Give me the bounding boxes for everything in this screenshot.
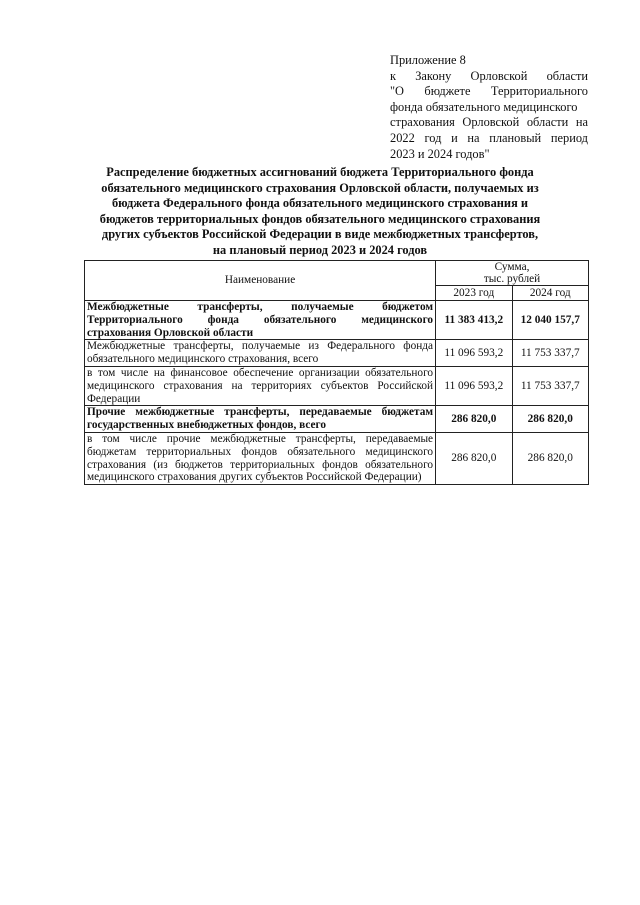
appendix-line-budget — [390, 84, 588, 100]
word: Территориального — [490, 84, 588, 99]
word: на — [467, 130, 480, 145]
header-sum-label: Сумма, — [494, 261, 530, 273]
row-value-2023: 11 096 593,2 — [436, 366, 512, 405]
word: Орловской — [470, 68, 528, 83]
word: области — [526, 115, 569, 130]
header-units: тыс. рублей — [483, 273, 541, 285]
header-year-2023: 2023 год — [436, 286, 512, 301]
word: период — [550, 130, 588, 145]
table-header-row — [85, 261, 589, 286]
title-line: обязательного медицинского страхования Орловской области, получаемых из — [101, 180, 539, 195]
row-name: Межбюджетные трансферты, получаемые бюджетом Территориального фонда обязательного медицинского страхования Орловской области — [85, 301, 436, 340]
row-name: в том числе на финансовое обеспечение организации обязательного медицинского страхования на территориях субъектов Российской Федерации — [85, 366, 436, 405]
word: плановый — [489, 130, 542, 145]
word: области — [546, 68, 588, 83]
title-line: Распределение бюджетных ассигнований бюджета Территориального фонда — [106, 165, 534, 179]
row-value-2024: 286 820,0 — [512, 432, 588, 484]
budget-table — [84, 260, 589, 485]
row-name: Прочие межбюджетные трансферты, передаваемые бюджетам государственных внебюджетных фондов, всего — [85, 406, 436, 433]
header-year-2024: 2024 год — [512, 286, 588, 301]
row-value-2023: 11 383 413,2 — [436, 301, 512, 340]
word: к — [390, 68, 397, 83]
table-row — [85, 366, 589, 405]
row-value-2024: 11 753 337,7 — [512, 340, 588, 367]
row-value-2023: 286 820,0 — [436, 406, 512, 433]
appendix-number: Приложение 8 — [390, 53, 466, 67]
row-value-2024: 286 820,0 — [512, 406, 588, 433]
appendix-line-period — [390, 131, 588, 147]
word: Закону — [415, 68, 452, 83]
row-value-2023: 286 820,0 — [436, 432, 512, 484]
row-value-2024: 12 040 157,7 — [512, 301, 588, 340]
word: "О — [390, 84, 405, 99]
table-row — [85, 340, 589, 367]
document-title — [92, 165, 548, 259]
word: на — [575, 115, 588, 130]
row-value-2024: 11 753 337,7 — [512, 366, 588, 405]
row-name: в том числе прочие межбюджетные трансферты, передаваемые бюджетам территориальных фондов обязательного медицинского страхования (из бюджетов территориальных фондов обязательного медицинского страхования других субъектов Российской Федерации) — [85, 432, 436, 484]
row-value-2023: 11 096 593,2 — [436, 340, 512, 367]
word: страхования — [390, 115, 455, 130]
appendix-line-insurance — [390, 115, 588, 131]
appendix-line-fund: фонда обязательного медицинского — [390, 99, 578, 114]
appendix-line-law — [390, 69, 588, 85]
word: бюджете — [424, 84, 471, 99]
header-sum — [436, 261, 589, 286]
appendix-header — [390, 53, 588, 162]
word: год — [424, 130, 442, 145]
title-line: других субъектов Российской Федерации в виде межбюджетных трансфертов, — [101, 227, 539, 242]
word: Орловской — [462, 115, 520, 130]
title-line: бюджетов территориальных фондов обязательного медицинского страхования — [99, 211, 541, 226]
word: 2022 — [390, 130, 415, 145]
title-line: на плановый период 2023 и 2024 годов — [212, 242, 428, 257]
title-line: бюджета Федерального фонда обязательного медицинского страхования и — [111, 196, 529, 211]
table-row — [85, 432, 589, 484]
word: и — [451, 130, 458, 145]
row-name: Межбюджетные трансферты, получаемые из Федерального фонда обязательного медицинского страхования, всего — [85, 340, 436, 367]
table-row — [85, 301, 589, 340]
appendix-line-years: 2023 и 2024 годов" — [390, 146, 490, 161]
table-row — [85, 406, 589, 433]
header-name: Наименование — [85, 261, 436, 301]
